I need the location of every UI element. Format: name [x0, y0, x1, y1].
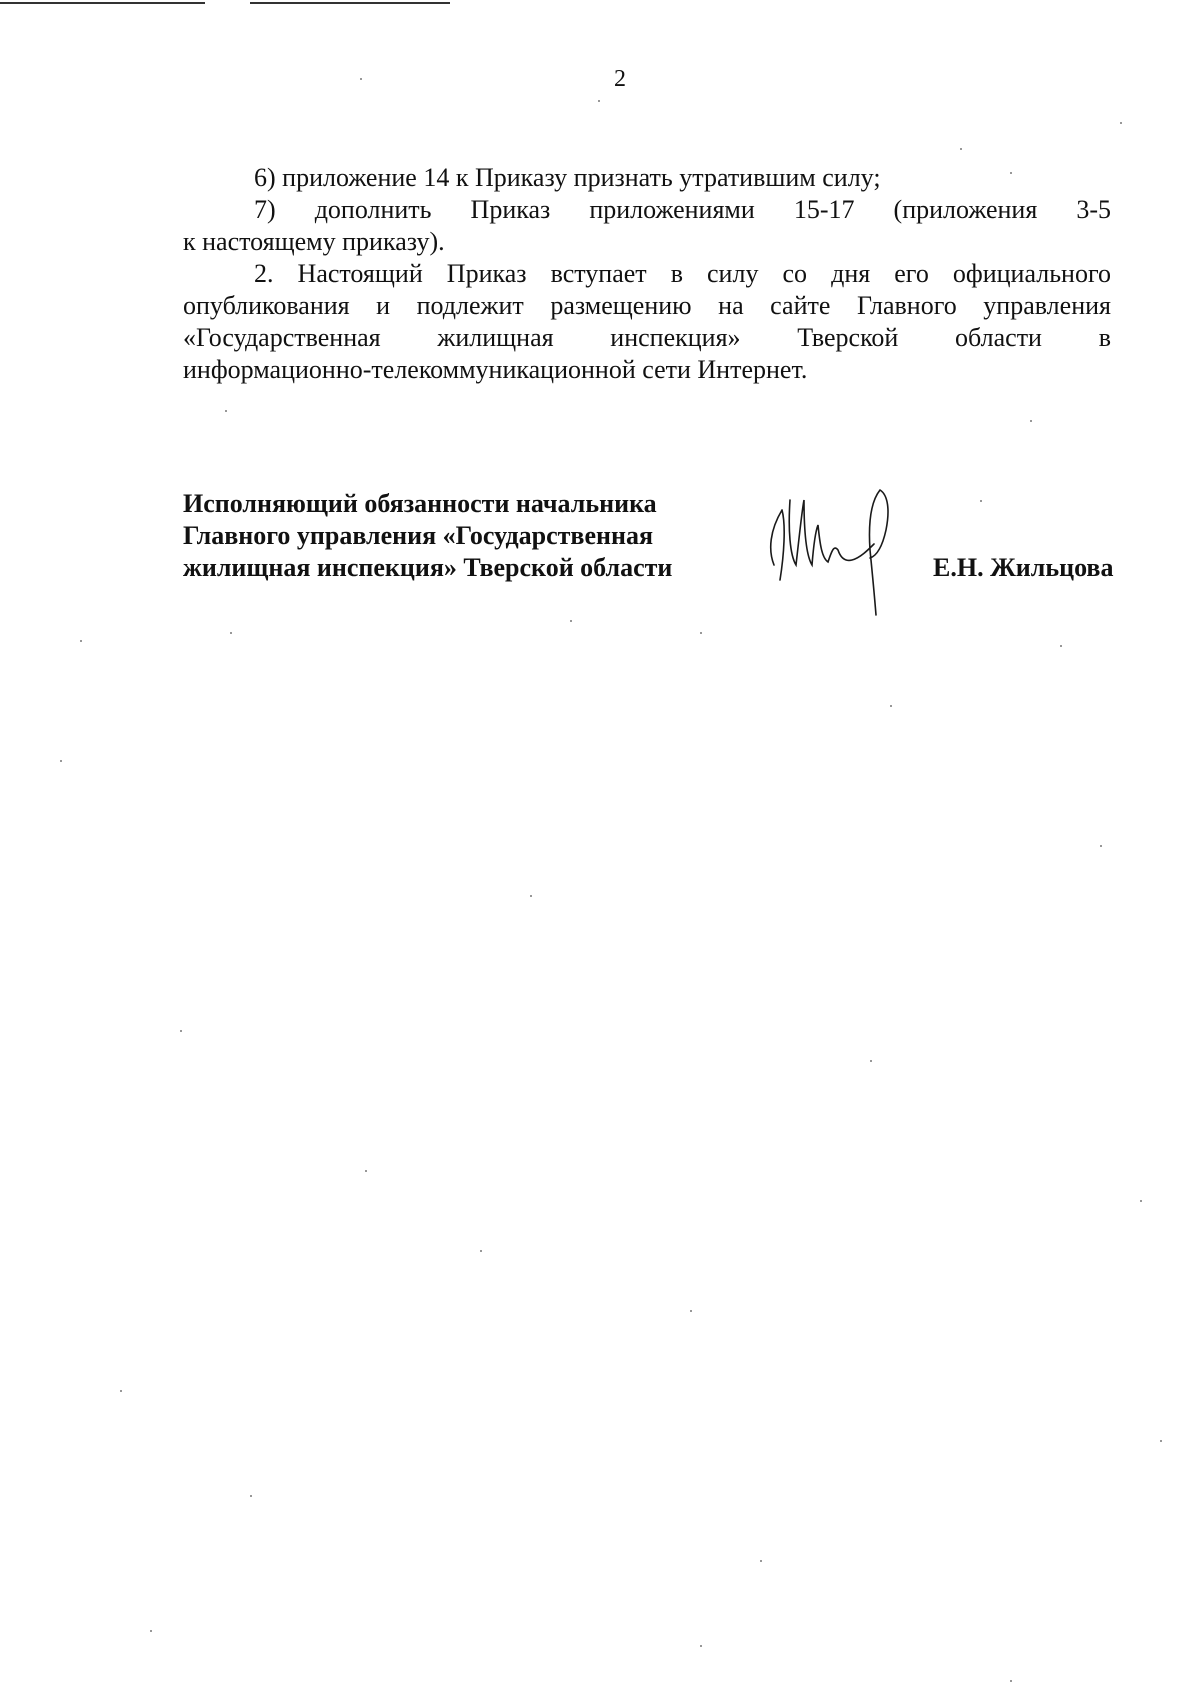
- scan-speck: [570, 620, 572, 622]
- scan-speck: [1060, 645, 1062, 647]
- scan-speck: [1100, 845, 1102, 847]
- scan-artifact-line: [0, 2, 205, 4]
- scan-speck: [60, 760, 62, 762]
- scan-speck: [180, 1030, 182, 1032]
- scan-speck: [1030, 420, 1032, 422]
- scan-speck: [690, 1310, 692, 1312]
- scan-speck: [1010, 1680, 1012, 1682]
- signatory-position: [183, 488, 672, 584]
- scan-speck: [960, 148, 962, 150]
- scan-speck: [230, 632, 232, 634]
- signatory-position-line: Главного управления «Государственная: [183, 521, 654, 550]
- document-body: [183, 162, 1111, 386]
- scan-speck: [360, 78, 362, 80]
- scan-speck: [700, 1645, 702, 1647]
- scan-speck: [980, 500, 982, 502]
- scan-speck: [365, 1170, 367, 1172]
- signatory-position-line: жилищная инспекция» Тверской области: [183, 553, 673, 582]
- scan-speck: [530, 895, 532, 897]
- handwritten-signature: [760, 470, 920, 620]
- list-item-7-continuation: к настоящему приказу).: [183, 227, 445, 256]
- scan-speck: [250, 1495, 252, 1497]
- scan-speck: [225, 410, 227, 412]
- signatory-position-line: Исполняющий обязанности начальника: [183, 489, 657, 518]
- scan-speck: [890, 705, 892, 707]
- scan-speck: [700, 632, 702, 634]
- list-item-7: 7) дополнить Приказ приложениями 15-17 (приложения 3-5: [254, 195, 1111, 224]
- scan-speck: [760, 1560, 762, 1562]
- scan-speck: [1140, 1200, 1142, 1202]
- scan-speck: [120, 1390, 122, 1392]
- scan-artifact-line: [250, 2, 450, 4]
- scan-speck: [598, 100, 600, 102]
- paragraph-2: 2. Настоящий Приказ вступает в силу со дня его официального опубликования и подлежит размещению на сайте Главного управления «Государственная жилищная инспекция» Тверской области в: [183, 259, 1111, 352]
- scan-speck: [480, 1250, 482, 1252]
- scan-speck: [1120, 122, 1122, 124]
- list-item-6: 6) приложение 14 к Приказу признать утратившим силу;: [254, 163, 881, 192]
- scan-speck: [1160, 1440, 1162, 1442]
- scan-speck: [870, 1060, 872, 1062]
- paragraph-2-last-line: информационно-телекоммуникационной сети Интернет.: [183, 355, 808, 384]
- page-number: 2: [614, 66, 626, 92]
- signer-name: Е.Н. Жильцова: [933, 553, 1114, 582]
- scan-speck: [1010, 172, 1012, 174]
- scan-speck: [150, 1630, 152, 1632]
- scan-speck: [80, 640, 82, 642]
